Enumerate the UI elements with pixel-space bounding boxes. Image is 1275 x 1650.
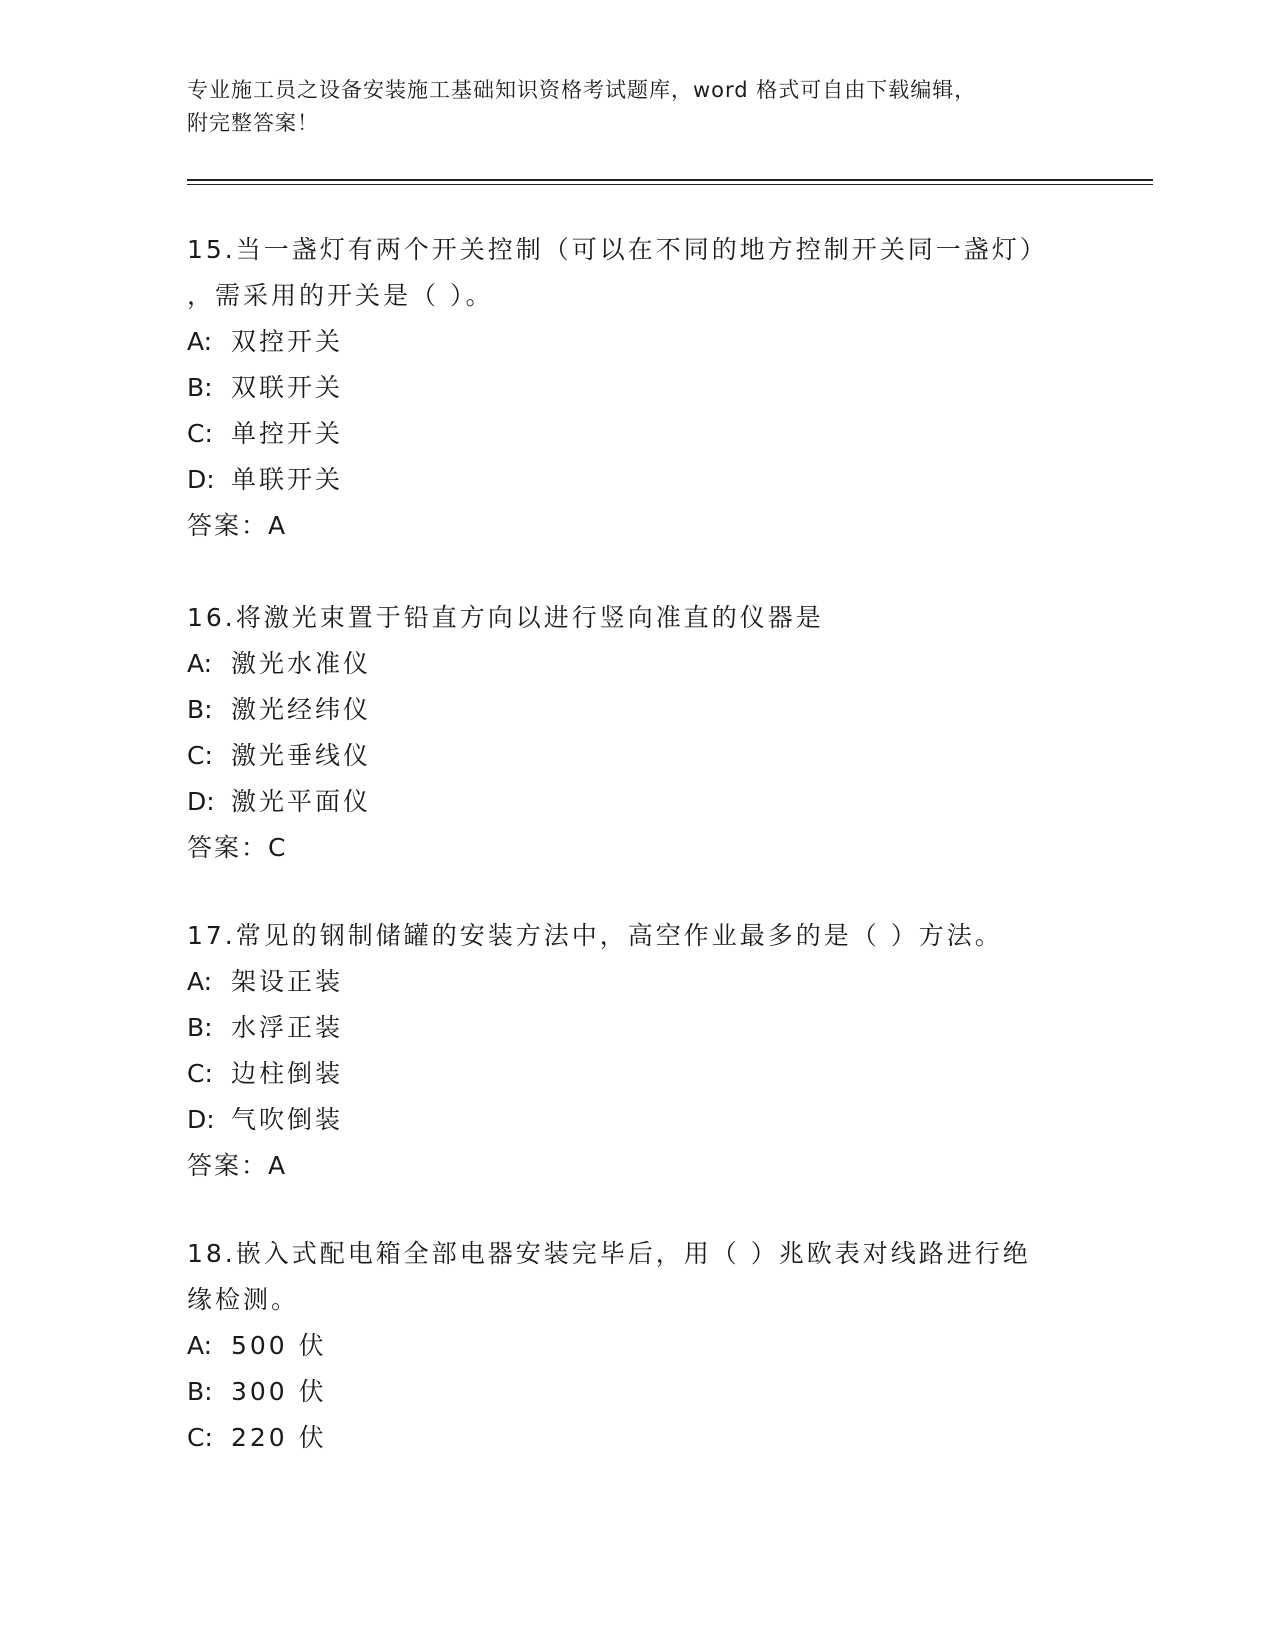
question-stem xyxy=(187,227,1117,319)
option-letter: A: xyxy=(187,327,213,356)
option-text: 激光经纬仪 xyxy=(231,695,372,724)
answer-label: 答案：A xyxy=(187,1151,288,1180)
option-text: 220 伏 xyxy=(231,1423,327,1452)
option-letter: B: xyxy=(187,1377,213,1406)
header-line-2: 附完整答案！ xyxy=(187,111,319,135)
option-a xyxy=(187,1323,1117,1369)
option-a xyxy=(187,319,1117,365)
option-c xyxy=(187,1415,1117,1461)
question-stem-line: 缘检测。 xyxy=(187,1285,300,1314)
option-letter: D: xyxy=(187,1105,215,1134)
option-c xyxy=(187,1051,1117,1097)
answer-label: 答案：A xyxy=(187,511,288,540)
option-a xyxy=(187,959,1117,1005)
option-letter: D: xyxy=(187,465,215,494)
option-letter: B: xyxy=(187,695,213,724)
question-15 xyxy=(187,227,1117,549)
option-d xyxy=(187,457,1117,503)
option-text: 激光垂线仪 xyxy=(231,741,372,770)
option-letter: A: xyxy=(187,967,213,996)
question-stem xyxy=(187,913,1117,959)
option-c xyxy=(187,411,1117,457)
option-d xyxy=(187,1097,1117,1143)
option-text: 边柱倒装 xyxy=(231,1059,344,1088)
option-letter: C: xyxy=(187,419,213,448)
question-17 xyxy=(187,913,1117,1189)
option-text: 双联开关 xyxy=(231,373,344,402)
option-text: 激光水准仪 xyxy=(231,649,372,678)
option-b xyxy=(187,1005,1117,1051)
option-letter: D: xyxy=(187,787,215,816)
option-text: 架设正装 xyxy=(231,967,344,996)
question-stem-line: 17.常见的钢制储罐的安装方法中，高空作业最多的是（ ）方法。 xyxy=(187,921,1003,950)
option-text: 500 伏 xyxy=(231,1331,327,1360)
header-divider-thin xyxy=(187,184,1153,185)
question-stem-line: ，需采用的开关是（ ）。 xyxy=(187,281,494,310)
option-letter: A: xyxy=(187,649,213,678)
option-letter: C: xyxy=(187,741,213,770)
option-letter: C: xyxy=(187,1059,213,1088)
option-letter: C: xyxy=(187,1423,213,1452)
document-header xyxy=(187,74,1087,140)
option-b xyxy=(187,1369,1117,1415)
option-text: 双控开关 xyxy=(231,327,344,356)
option-text: 单联开关 xyxy=(231,465,344,494)
option-b xyxy=(187,365,1117,411)
question-stem-line: 15.当一盏灯有两个开关控制（可以在不同的地方控制开关同一盏灯） xyxy=(187,235,1048,264)
option-b xyxy=(187,687,1117,733)
question-16 xyxy=(187,595,1117,871)
question-stem-line: 16.将激光束置于铅直方向以进行竖向准直的仪器是 xyxy=(187,603,824,632)
option-letter: B: xyxy=(187,373,213,402)
option-c xyxy=(187,733,1117,779)
option-text: 激光平面仪 xyxy=(231,787,372,816)
question-stem xyxy=(187,1231,1117,1323)
answer-label: 答案：C xyxy=(187,833,288,862)
option-text: 水浮正装 xyxy=(231,1013,344,1042)
option-text: 单控开关 xyxy=(231,419,344,448)
option-a xyxy=(187,641,1117,687)
option-text: 300 伏 xyxy=(231,1377,327,1406)
question-18 xyxy=(187,1231,1117,1461)
header-divider-thick xyxy=(187,179,1153,181)
option-letter: A: xyxy=(187,1331,213,1360)
option-text: 气吹倒装 xyxy=(231,1105,344,1134)
question-stem-line: 18.嵌入式配电箱全部电器安装完毕后，用（ ）兆欧表对线路进行绝 xyxy=(187,1239,1031,1268)
question-stem xyxy=(187,595,1117,641)
option-d xyxy=(187,779,1117,825)
header-line-1: 专业施工员之设备安装施工基础知识资格考试题库，word 格式可自由下载编辑， xyxy=(187,78,977,102)
option-letter: B: xyxy=(187,1013,213,1042)
